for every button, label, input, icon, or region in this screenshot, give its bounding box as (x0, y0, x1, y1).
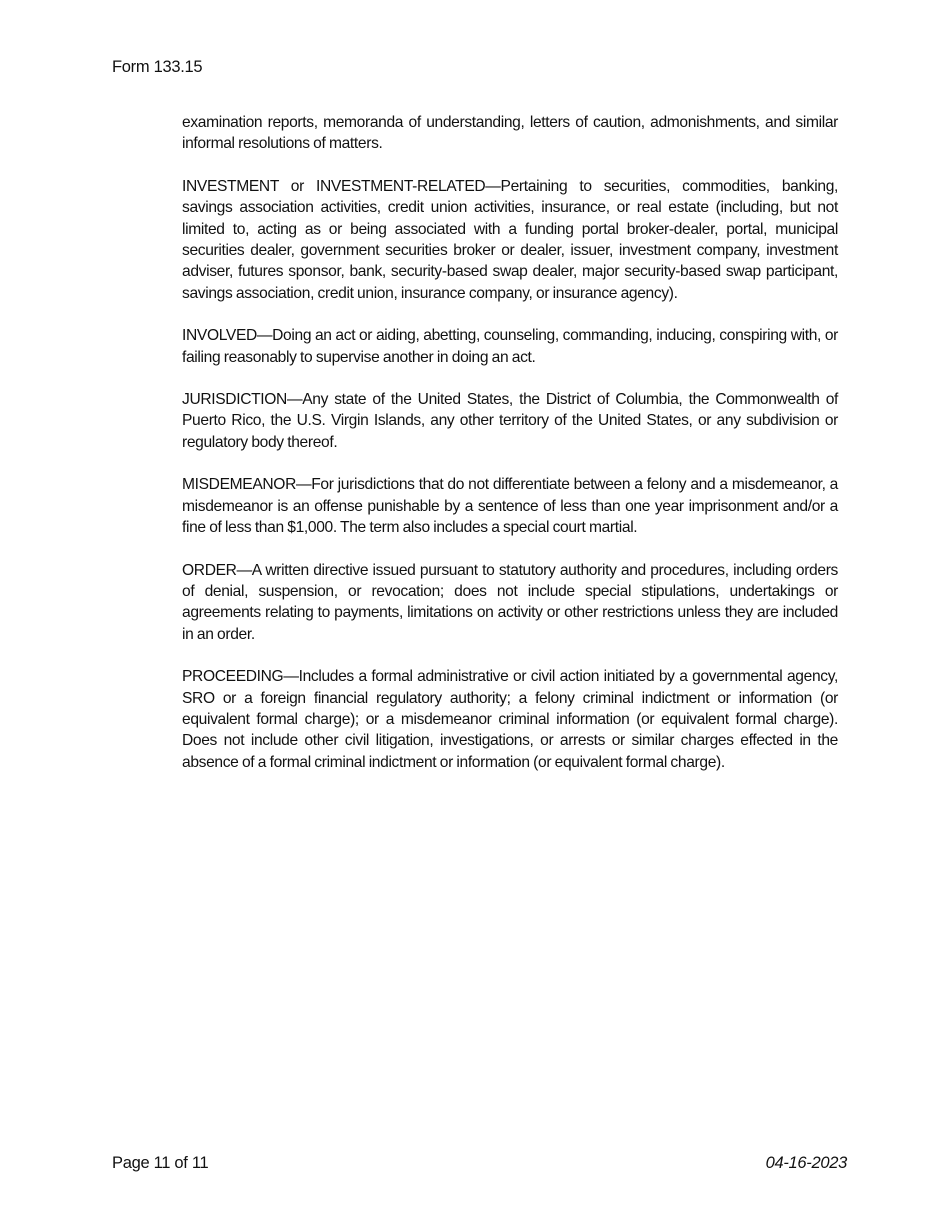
definition-jurisdiction: JURISDICTION—Any state of the United States, the District of Columbia, the Commonwealth of Puerto Rico, the U.S. Virgin Islands, any other territory of the United States, or any subdivision or regulatory body thereof. (182, 391, 838, 451)
definition-continuation: examination reports, memoranda of understanding, letters of caution, admonishments, and similar informal resolutions of matters. (182, 114, 838, 153)
definition-proceeding: PROCEEDING—Includes a formal administrative or civil action initiated by a governmental agency, SRO or a foreign financial regulatory authority; a felony criminal indictment or information (or equivalent formal charge); or a misdemeanor criminal information (or equivalent formal charge). Does not include other civil litigation, investigations, or arrests or similar charges effected in the absence of a formal criminal indictment or information (or equivalent formal charge). (182, 668, 838, 771)
page-number: Page 11 of 11 (112, 1154, 209, 1172)
revision-date: 04-16-2023 (765, 1154, 847, 1172)
form-number: Form 133.15 (112, 58, 203, 76)
definition-involved: INVOLVED—Doing an act or aiding, abetting, counseling, commanding, inducing, conspiring with, or failing reasonably to supervise another in doing an act. (182, 327, 838, 366)
definition-order: ORDER—A written directive issued pursuant to statutory authority and procedures, including orders of denial, suspension, or revocation; does not include special stipulations, undertakings or agreements relating to payments, limitations on activity or other restrictions unless they are included in an order. (182, 561, 838, 643)
definitions-body (182, 112, 838, 794)
definition-investment: INVESTMENT or INVESTMENT-RELATED—Pertaining to securities, commodities, banking, savings association activities, credit union activities, insurance, or real estate (including, but not limited to, acting as or being associated with a funding portal broker-dealer, portal, municipal securities dealer, government securities broker or dealer, issuer, investment company, investment adviser, futures sponsor, bank, security-based swap dealer, major security-based swap participant, savings association, credit union, insurance company, or insurance agency). (182, 177, 838, 302)
definition-misdemeanor: MISDEMEANOR—For jurisdictions that do not differentiate between a felony and a misdemeanor, a misdemeanor is an offense punishable by a sentence of less than one year imprisonment and/or a fine of less than $1,000. The term also includes a special court martial. (182, 476, 838, 537)
